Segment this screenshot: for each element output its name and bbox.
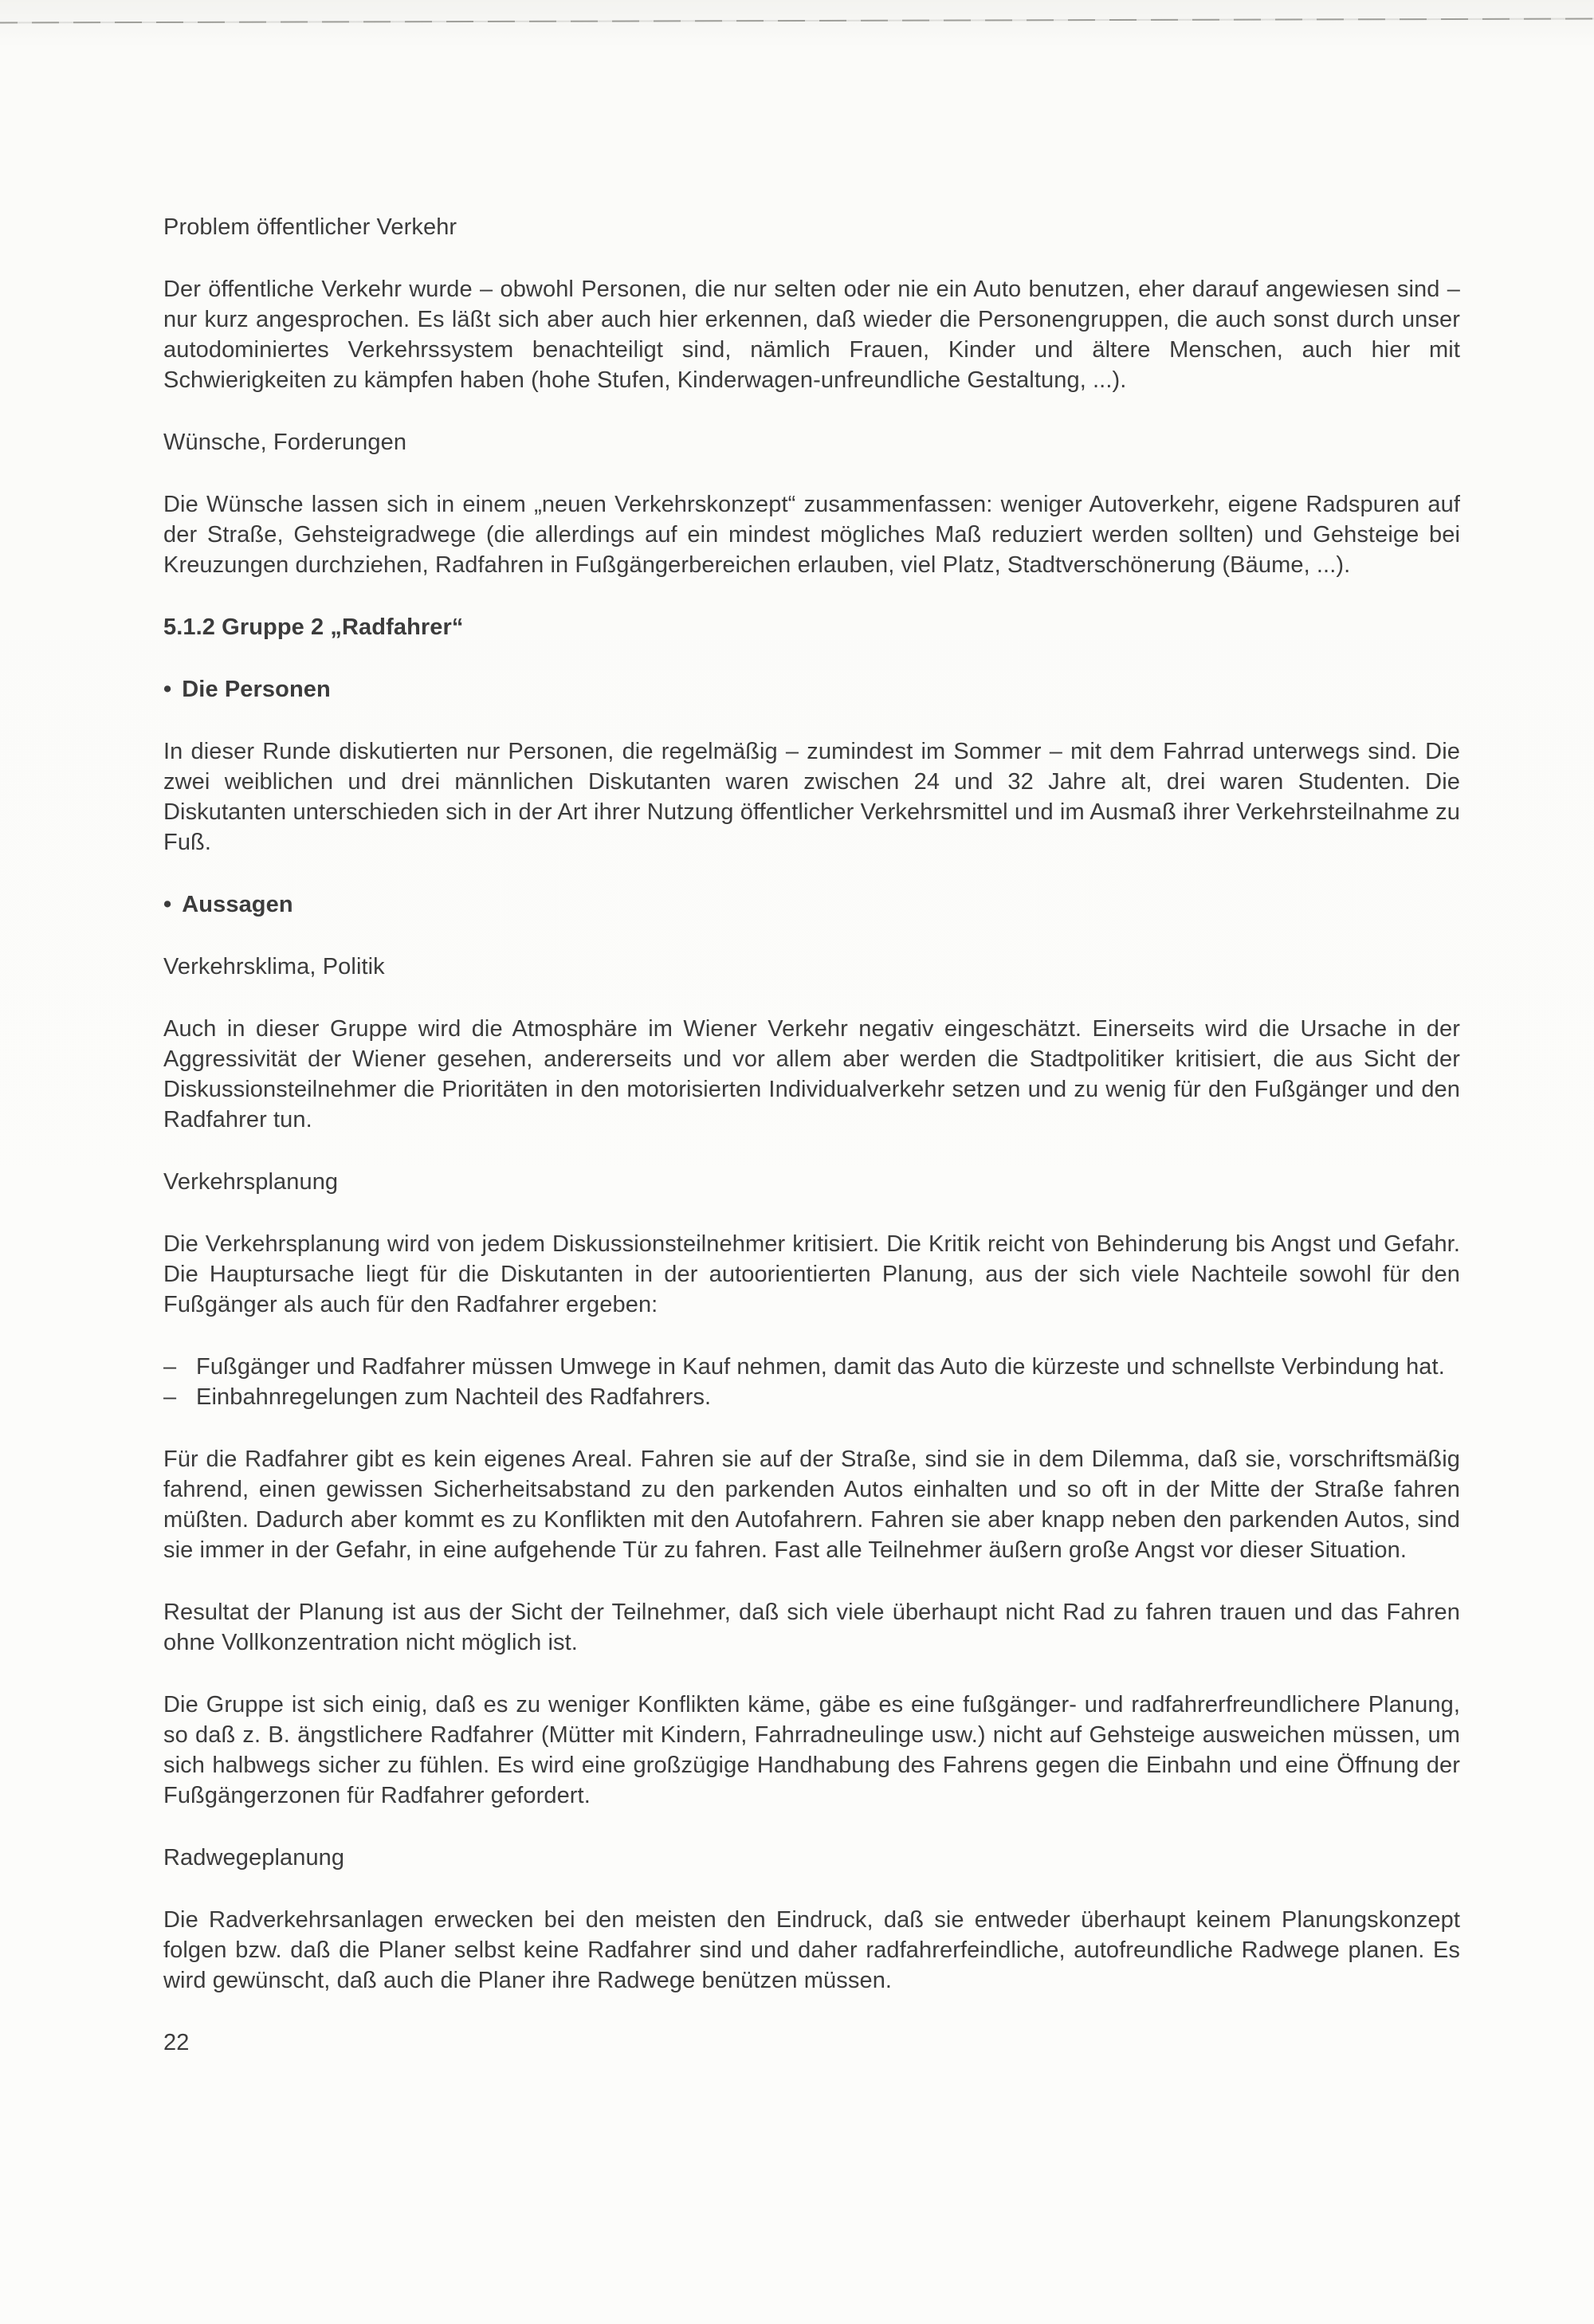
paragraph-resultat-der-planung: Resultat der Planung ist aus der Sicht der Teilnehmer, daß sich viele überhaupt nicht Rad zu fahren trauen und das Fahren ohne Vollkonzentration nicht möglich ist. bbox=[163, 1600, 1460, 1655]
bullet-heading-label: Die Personen bbox=[182, 677, 331, 702]
list-item-text: Einbahnregelungen zum Nachteil des Radfahrers. bbox=[196, 1384, 712, 1410]
section-heading-verkehrsplanung: Verkehrsplanung bbox=[163, 1169, 339, 1195]
bullet-icon: • bbox=[163, 892, 172, 917]
list-item bbox=[163, 1382, 1460, 1412]
list-item bbox=[163, 1352, 1460, 1382]
bullet-heading-aussagen bbox=[163, 889, 1460, 920]
paragraph-verkehrsplanung: Die Verkehrsplanung wird von jedem Diskussionsteilnehmer kritisiert. Die Kritik reicht von Behinderung bis Angst und Gefahr. Die Hauptursache liegt für die Diskutanten in der autoorientierten Planung, aus der sich viele Nachteile sowohl für den Fußgänger als auch für den Radfahrer ergeben: bbox=[163, 1231, 1460, 1317]
numbered-heading-gruppe-2-radfahrer: 5.1.2 Gruppe 2 „Radfahrer“ bbox=[163, 614, 464, 640]
paragraph-radfahrer-areal: Für die Radfahrer gibt es kein eigenes Areal. Fahren sie auf der Straße, sind sie in dem Dilemma, daß sie, vorschriftsmäßig fahrend, einen gewissen Sicherheitsabstand zu den parkenden Autos einhalten und so oft in der Mitte der Straße fahren müßten. Dadurch aber kommt es zu Konflikten mit den Autofahrern. Fahren sie aber knapp neben den parkenden Autos, sind sie immer in der Gefahr, in eine aufgehende Tür zu fahren. Fast alle Teilnehmer äußern große Angst vor dieser Situation. bbox=[163, 1447, 1460, 1563]
list-item-text: Fußgänger und Radfahrer müssen Umwege in Kauf nehmen, damit das Auto die kürzeste und schnellste Verbindung hat. bbox=[196, 1354, 1445, 1380]
paragraph-gruppe-einig: Die Gruppe ist sich einig, daß es zu weniger Konflikten käme, gäbe es eine fußgänger- und radfahrerfreundlichere Planung, so daß z. B. ängstlichere Radfahrer (Mütter mit Kindern, Fahrradneulinge usw.) nicht auf Gehsteige ausweichen müssen, um sich halbwegs sicher zu fühlen. Es wird eine großzügige Handhabung des Fahrens gegen die Einbahn und eine Öffnung der Fußgängerzonen für Radfahrer gefordert. bbox=[163, 1692, 1460, 1808]
bullet-heading-die-personen bbox=[163, 674, 1460, 705]
scan-artifact-line bbox=[0, 18, 1594, 24]
paragraph-die-personen: In dieser Runde diskutierten nur Personen, die regelmäßig – zumindest im Sommer – mit dem Fahrrad unterwegs sind. Die zwei weiblichen und drei männlichen Diskutanten waren zwischen 24 und 32 Jahre alt, drei waren Studenten. Die Diskutanten unterschieden sich in der Art ihrer Nutzung öffentlicher Verkehrsmittel und im Ausmaß ihrer Verkehrsteilnahme zu Fuß. bbox=[163, 739, 1460, 855]
page-content bbox=[163, 212, 1460, 2090]
dash-list bbox=[163, 1352, 1460, 1412]
section-heading-verkehrsklima-politik: Verkehrsklima, Politik bbox=[163, 954, 385, 979]
paragraph-verkehrsklima: Auch in dieser Gruppe wird die Atmosphäre im Wiener Verkehr negativ eingeschätzt. Einerseits wird die Ursache in der Aggressivität der Wiener gesehen, andererseits und vor allem aber werden die Stadtpolitiker kritisiert, die aus Sicht der Diskussionsteilnehmer die Prioritäten in den motorisierten Individualverkehr setzen und zu wenig für den Fußgänger und den Radfahrer tun. bbox=[163, 1016, 1460, 1133]
dash-icon: – bbox=[163, 1384, 177, 1410]
section-heading-problem-oeffentlicher-verkehr: Problem öffentlicher Verkehr bbox=[163, 214, 457, 240]
paragraph-wuensche: Die Wünsche lassen sich in einem „neuen Verkehrskonzept“ zusammenfassen: weniger Autoverkehr, eigene Radspuren auf der Straße, Gehsteigradwege (die allerdings auf ein mindest mögliches Maß reduziert werden sollten) und Gehsteige bei Kreuzungen durchziehen, Radfahren in Fußgängerbereichen erlauben, viel Platz, Stadtverschönerung (Bäume, ...). bbox=[163, 492, 1460, 578]
paragraph-oeffentlicher-verkehr: Der öffentliche Verkehr wurde – obwohl Personen, die nur selten oder nie ein Auto benutzen, eher darauf angewiesen sind – nur kurz angesprochen. Es läßt sich aber auch hier erkennen, daß wieder die Personengruppen, die auch sonst durch unser autodominiertes Verkehrssystem benachteiligt sind, nämlich Frauen, Kinder und ältere Menschen, auch hier mit Schwierigkeiten zu kämpfen haben (hohe Stufen, Kinderwagen-unfreundliche Gestaltung, ...). bbox=[163, 277, 1460, 393]
bullet-icon: • bbox=[163, 677, 172, 702]
section-heading-wuensche-forderungen: Wünsche, Forderungen bbox=[163, 430, 407, 455]
paragraph-radverkehrsanlagen: Die Radverkehrsanlagen erwecken bei den meisten den Eindruck, daß sie entweder überhaupt keinem Planungskonzept folgen bzw. daß die Planer selbst keine Radfahrer sind und daher radfahrerfeindliche, autofreundliche Radwege planen. Es wird gewünscht, daß auch die Planer ihre Radwege benützen müssen. bbox=[163, 1907, 1460, 1993]
page-number: 22 bbox=[163, 2030, 190, 2055]
dash-icon: – bbox=[163, 1354, 177, 1380]
bullet-heading-label: Aussagen bbox=[182, 892, 293, 917]
section-heading-radwegeplanung: Radwegeplanung bbox=[163, 1845, 345, 1871]
